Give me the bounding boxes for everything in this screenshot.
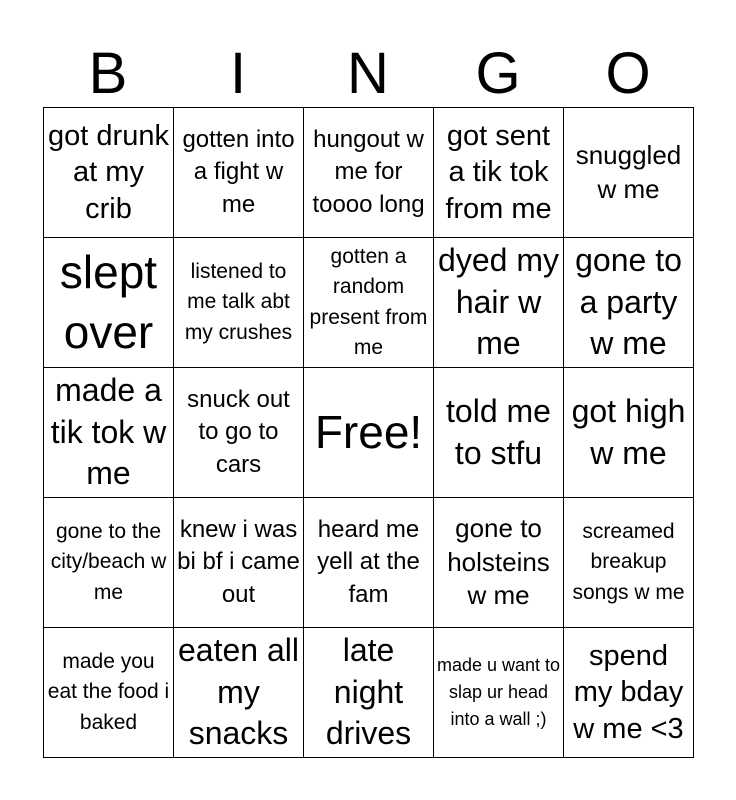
bingo-cell[interactable] <box>44 628 174 758</box>
bingo-cell[interactable] <box>564 108 694 238</box>
bingo-header <box>43 40 693 108</box>
cell-label: screamed breakup songs w me <box>572 520 685 604</box>
cell-label: made u want to slap ur head into a wall ;) <box>436 655 561 729</box>
cell-label: told me to stfu <box>446 392 551 471</box>
bingo-cell[interactable] <box>564 238 694 368</box>
bingo-cell[interactable] <box>564 368 694 498</box>
header-letter-i: I <box>229 41 247 106</box>
bingo-cell[interactable] <box>434 238 564 368</box>
bingo-cell[interactable] <box>174 498 304 628</box>
cell-label: eaten all my snacks <box>178 632 299 752</box>
cell-label: dyed my hair w me <box>438 242 559 362</box>
cell-label: gone to a party w me <box>575 242 682 362</box>
bingo-cell[interactable] <box>434 368 564 498</box>
bingo-cell[interactable] <box>434 498 564 628</box>
bingo-cell[interactable] <box>174 628 304 758</box>
bingo-cell[interactable] <box>564 628 694 758</box>
cell-label: heard me yell at the fam <box>317 515 420 608</box>
bingo-cell[interactable] <box>304 108 434 238</box>
cell-label: got drunk at my crib <box>48 119 169 225</box>
cell-label: late night drives <box>325 632 412 752</box>
bingo-cell[interactable] <box>304 238 434 368</box>
bingo-cell[interactable] <box>174 238 304 368</box>
cell-label: gone to the city/beach w me <box>50 520 167 604</box>
cell-label: spend my bday w me <3 <box>573 639 684 745</box>
bingo-cell[interactable] <box>44 368 174 498</box>
bingo-cell[interactable] <box>44 238 174 368</box>
cell-label: slept over <box>59 245 158 358</box>
cell-label: listened to me talk abt my crushes <box>184 260 293 344</box>
bingo-board <box>43 107 694 758</box>
cell-label: snuck out to go to cars <box>187 385 290 478</box>
bingo-cell[interactable] <box>304 628 434 758</box>
bingo-cell[interactable] <box>564 498 694 628</box>
bingo-cell[interactable] <box>44 108 174 238</box>
bingo-cell[interactable] <box>434 108 564 238</box>
cell-label: got sent a tik tok from me <box>445 119 552 225</box>
cell-label: got high w me <box>571 392 686 471</box>
header-letter-b: B <box>88 41 128 106</box>
bingo-cell[interactable] <box>434 628 564 758</box>
bingo-cell[interactable] <box>174 108 304 238</box>
cell-label: hungout w me for toooo long <box>312 125 425 218</box>
cell-label: made a tik tok w me <box>50 372 167 492</box>
header-letter-g: G <box>475 41 521 106</box>
free-space-cell[interactable] <box>304 368 434 498</box>
cell-label: knew i was bi bf i came out <box>177 515 300 608</box>
cell-label: made you eat the food i baked <box>47 650 170 734</box>
free-space-label: Free! <box>314 405 423 458</box>
bingo-cell[interactable] <box>44 498 174 628</box>
bingo-cell[interactable] <box>304 498 434 628</box>
bingo-cell[interactable] <box>174 368 304 498</box>
header-letter-o: O <box>605 41 651 106</box>
cell-label: gotten a random present from me <box>309 245 428 359</box>
cell-label: snuggled w me <box>575 139 682 204</box>
cell-label: gone to holsteins w me <box>447 512 550 611</box>
header-letter-n: N <box>347 41 389 106</box>
cell-label: gotten into a fight w me <box>182 125 295 218</box>
